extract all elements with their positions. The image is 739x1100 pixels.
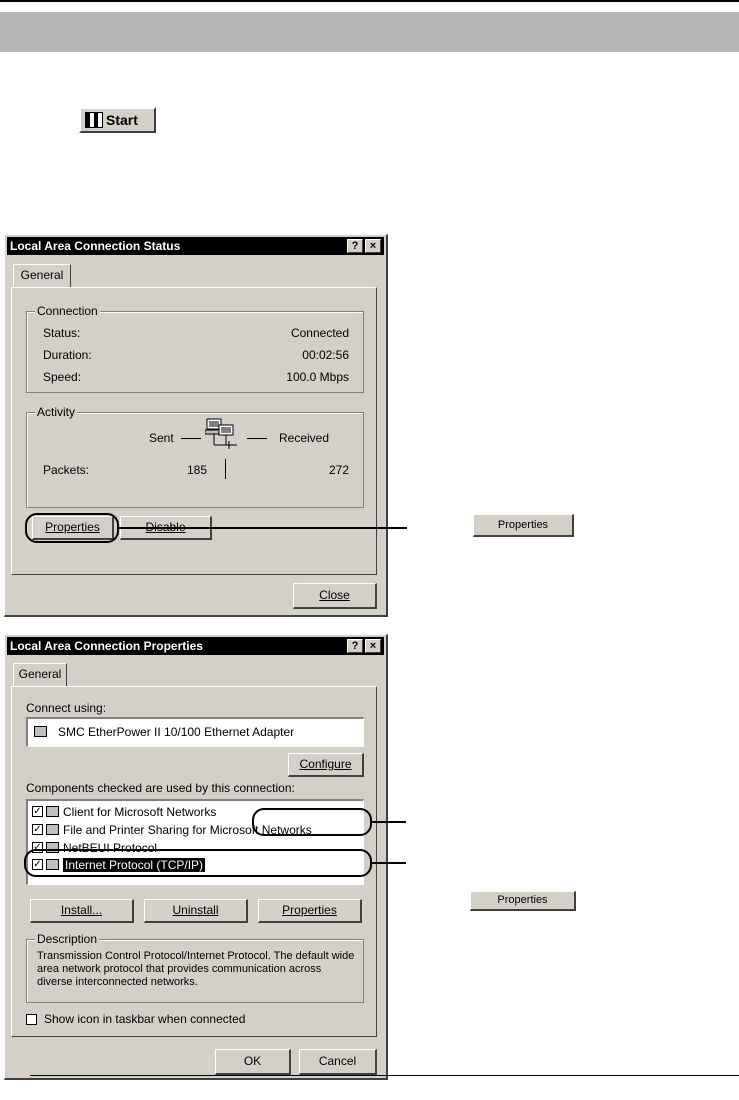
connect-using-label: Connect using: [26, 701, 107, 715]
bottom-rule [30, 1075, 739, 1076]
callout-oval-tcpip [24, 849, 372, 877]
description-legend: Description [37, 932, 98, 946]
callout-oval-properties-2 [252, 808, 372, 836]
properties-button[interactable] [258, 899, 362, 923]
uninstall-button-label: Uninstall [172, 903, 219, 917]
status-window [4, 234, 388, 617]
ok-button[interactable] [215, 1049, 291, 1075]
close-button-label: Close [319, 588, 350, 602]
component-label: Internet Protocol (TCP/IP) [65, 857, 204, 872]
checkbox-unchecked-icon[interactable] [26, 1014, 37, 1025]
checkbox-checked-icon[interactable]: ✓ [33, 842, 42, 853]
packets-received-value: 272 [328, 463, 349, 477]
component-label: Client for Microsoft Networks [63, 804, 217, 819]
help-button[interactable]: ? [347, 639, 363, 653]
callout-line-2 [372, 862, 406, 864]
tab-general[interactable]: General [13, 663, 67, 687]
packets-label: Packets: [43, 463, 90, 477]
adapter-box [26, 717, 364, 747]
show-icon-label: Show icon in taskbar when connected [44, 1012, 246, 1026]
sent-line [181, 438, 201, 439]
description-group [26, 932, 364, 1003]
checkbox-checked-icon[interactable]: ✓ [33, 806, 42, 817]
configure-button-label: Configure [299, 757, 352, 771]
received-line [247, 438, 267, 439]
packets-divider [225, 459, 226, 479]
properties-button-label: Properties [282, 903, 337, 917]
list-item[interactable] [32, 804, 216, 819]
header-bar [0, 12, 739, 52]
start-button[interactable] [79, 107, 156, 133]
windows-logo-icon [85, 112, 103, 128]
install-button[interactable] [30, 899, 134, 923]
status-titlebar [7, 237, 384, 255]
show-icon-option[interactable] [26, 1012, 245, 1026]
speed-label: Speed: [43, 370, 82, 384]
tab-general[interactable]: General [13, 264, 71, 288]
packets-sent-value: 185 [186, 463, 207, 477]
adapter-name: SMC EtherPower II 10/100 Ethernet Adapter [58, 725, 295, 739]
activity-group [26, 405, 364, 508]
ok-button-label: OK [243, 1054, 262, 1068]
callout-line-1 [119, 527, 407, 529]
duration-label: Duration: [43, 348, 92, 362]
checkbox-checked-icon[interactable]: ✓ [33, 824, 42, 835]
cancel-button[interactable] [299, 1049, 377, 1075]
component-label: File and Printer Sharing for Microsoft Networks [63, 822, 312, 837]
configure-button[interactable] [288, 753, 364, 777]
cancel-button-label: Cancel [318, 1054, 357, 1068]
top-rule [0, 0, 739, 2]
status-title: Local Area Connection Status [10, 239, 181, 253]
printer-sharing-icon [46, 824, 59, 835]
connection-legend: Connection [37, 304, 98, 318]
close-icon[interactable]: × [365, 639, 381, 653]
callout-properties-label-2: Properties [497, 894, 548, 906]
uninstall-button[interactable] [144, 899, 248, 923]
components-label: Components checked are used by this connection: [26, 781, 295, 795]
received-label: Received [279, 431, 330, 445]
duration-value: 00:02:56 [302, 348, 349, 362]
checkbox-checked-icon[interactable]: ✓ [33, 859, 42, 870]
callout-properties-button-2 [470, 891, 576, 911]
start-label: Start [106, 112, 138, 128]
close-button[interactable] [293, 583, 377, 609]
network-adapter-icon [34, 726, 47, 737]
status-label: Status: [43, 326, 81, 340]
component-label: NetBEUI Protocol [63, 840, 158, 855]
speed-value: 100.0 Mbps [286, 370, 349, 384]
client-icon [46, 806, 59, 817]
properties-titlebar [7, 637, 384, 655]
sent-label: Sent [149, 431, 174, 445]
properties-button-label: Properties [45, 520, 100, 534]
connection-group [26, 304, 364, 393]
help-button[interactable]: ? [347, 239, 363, 253]
callout-oval-properties [25, 513, 119, 543]
install-button-label: Install... [60, 903, 103, 917]
properties-title: Local Area Connection Properties [10, 639, 203, 653]
callout-line-3 [372, 821, 406, 823]
activity-legend: Activity [37, 405, 76, 419]
description-text: Transmission Control Protocol/Internet Protocol. The default wide area network protocol that provides communication across diverse interconnected networks. [37, 950, 355, 988]
status-value: Connected [290, 326, 349, 340]
close-icon[interactable]: × [365, 239, 381, 253]
callout-properties-button-1 [473, 514, 574, 537]
callout-properties-label-1: Properties [497, 519, 549, 531]
network-computers-icon [205, 417, 241, 451]
